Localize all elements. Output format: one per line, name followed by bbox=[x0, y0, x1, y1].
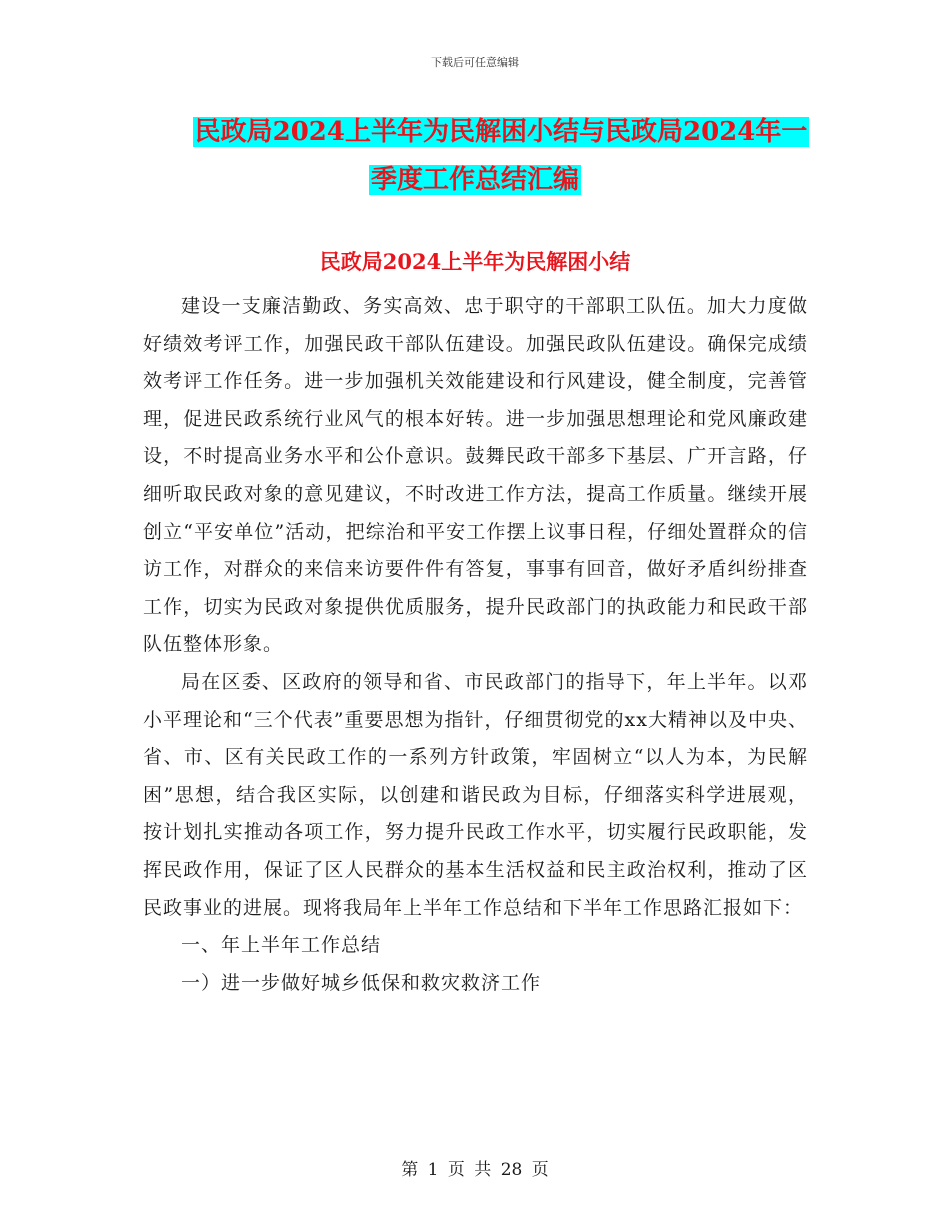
paragraph: 一）进一步做好城乡低保和救灾救济工作 bbox=[181, 971, 542, 994]
title-line-1-text: 民政局2024上半年为民解困小结与民政局2024年一 bbox=[194, 117, 808, 147]
title-line-2-text: 季度工作总结汇编 bbox=[370, 165, 579, 195]
section-title: 民政局2024上半年为民解困小结 bbox=[319, 249, 631, 274]
page-footer: 第 1 页 共 28 页 bbox=[401, 1160, 549, 1180]
header-note: 下载后可任意编辑 bbox=[431, 56, 519, 69]
paragraph: 建设一支廉洁勤政、务实高效、忠于职守的干部职工队伍。加大力度做好绩效考评工作，加强民政干部队伍建设。加强民政队伍建设。确保完成绩效考评工作任务。进一步加强机关效能建设和行风建设，健全制度，完善管理，促进民政系统行业风气的根本好转。进一步加强思想理论和党风廉政建设，不时提高业务水平和公仆意识。鼓舞民政干部多下基层、广开言路，仔细听取民政对象的意见建议，不时改进工作方法，提高工作质量。继续开展创立“平安单位”活动，把综治和平安工作摆上议事日程，仔细处置群众的信访工作，对群众的来信来访要件件有答复，事事有回音，做好矛盾纠纷排查工作，切实为民政对象提供优质服务，提升民政部门的执政能力和民政干部队伍整体形象。 bbox=[143, 295, 808, 656]
document-body bbox=[143, 288, 808, 1002]
title-line-1 bbox=[0, 108, 950, 156]
paragraph: 一、年上半年工作总结 bbox=[181, 934, 382, 957]
document-title bbox=[0, 108, 950, 204]
title-line-2 bbox=[0, 156, 950, 204]
paragraph: 局在区委、区政府的领导和省、市民政部门的指导下，年上半年。以邓小平理论和“三个代表”重要思想为指针，仔细贯彻党的xx大精神以及中央、省、市、区有关民政工作的一系列方针政策，牢固树立“以人为本，为民解困”思想，结合我区实际，以创建和谐民政为目标，仔细落实科学进展观，按计划扎实推动各项工作，努力提升民政工作水平，切实履行民政职能，发挥民政作用，保证了区人民群众的基本生活权益和民主政治权利，推动了区民政事业的进展。现将我局年上半年工作总结和下半年工作思路汇报如下： bbox=[143, 670, 808, 919]
